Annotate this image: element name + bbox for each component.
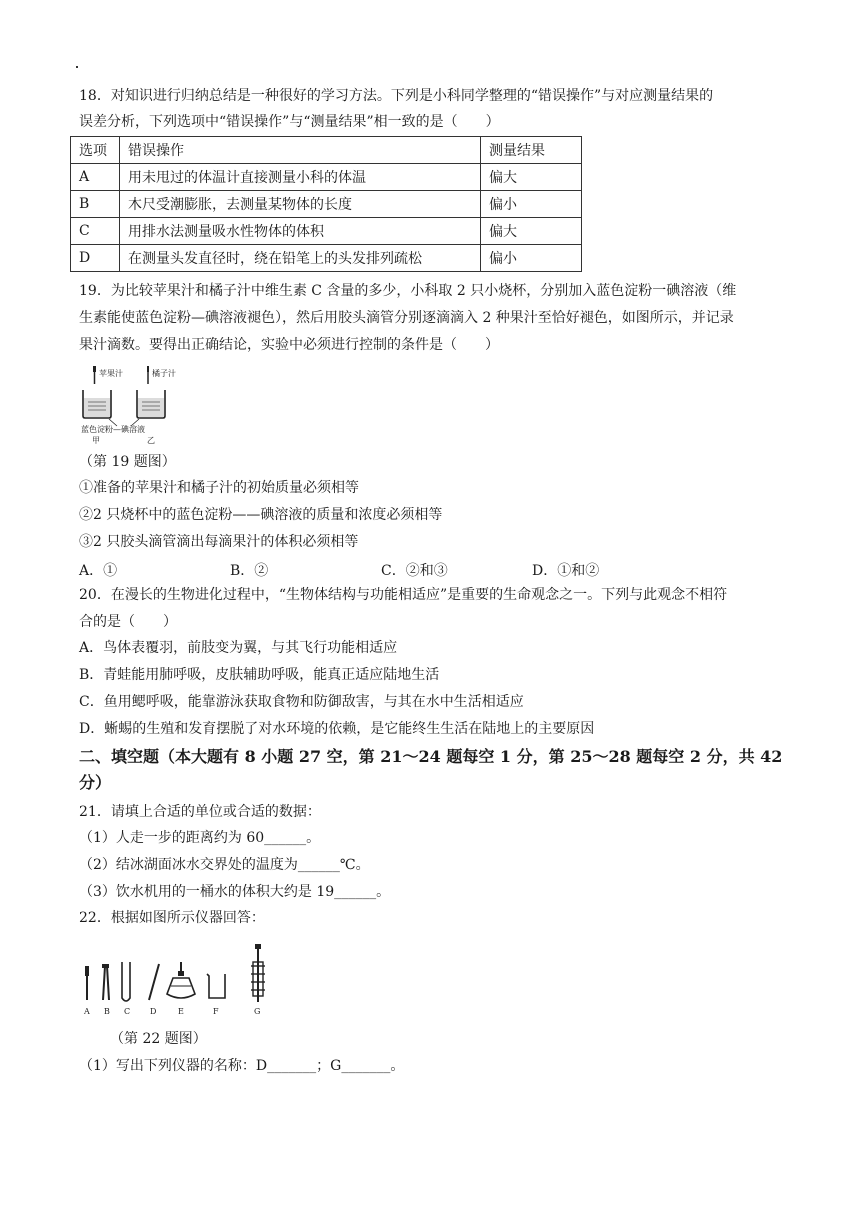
table-header-cell: 测量结果	[481, 137, 582, 164]
dropper-icon	[93, 366, 96, 384]
option-a: A．①	[79, 563, 118, 579]
figure-label: A	[84, 1007, 90, 1016]
option-d: D．①和②	[532, 563, 600, 579]
q18-line1: 18．对知识进行归纳总结是一种很好的学习方法。下列是小科同学整理的“错误操作”与对应测量结果的	[79, 88, 714, 104]
q20-option-c: C．鱼用鳃呼吸，能靠游泳获取食物和防御敌害，与其在水中生活相适应	[79, 694, 524, 710]
q20-line1: 20．在漫长的生物进化过程中，“生物体结构与功能相适应”是重要的生命观念之一。下列与此观念不相符	[79, 587, 728, 603]
q20-option-a: A．鸟体表覆羽，前肢变为翼，与其飞行功能相适应	[79, 640, 398, 656]
q21-stem: 21．请填上合适的单位或合适的数据：	[79, 804, 321, 820]
table-cell: 在测量头发直径时，绕在铅笔上的头发排列疏松	[120, 245, 481, 272]
q19-statement-2: ②2 只烧杯中的蓝色淀粉——碘溶液的质量和浓度必须相等	[79, 507, 443, 523]
option-c: C．②和③	[381, 563, 448, 579]
table-cell: D	[71, 245, 120, 272]
q19-caption: （第 19 题图）	[79, 454, 176, 470]
table-header-cell: 选项	[71, 137, 120, 164]
label-apple-juice: 苹果汁	[99, 369, 123, 378]
q19-statement-3: ③2 只胶头滴管滴出每滴果汁的体积必须相等	[79, 534, 359, 550]
table-cell: 木尺受潮膨胀，去测量某物体的长度	[120, 191, 481, 218]
q18-table	[70, 136, 582, 272]
section-title-line1: 二、填空题（本大题有 8 小题 27 空，第 21～24 题每空 1 分，第 25～28 题每空 2 分，共 42	[79, 747, 783, 766]
q20-option-b: B．青蛙能用肺呼吸，皮肤辅助呼吸，能真正适应陆地生活	[79, 667, 440, 683]
page-mark	[76, 66, 78, 68]
q21-part-2: （2）结冰湖面冰水交界处的温度为______℃。	[79, 857, 370, 873]
dropper-icon	[85, 966, 89, 1000]
table-row	[71, 245, 582, 272]
table-cell: 用排水法测量吸水性物体的体积	[120, 218, 481, 245]
q20-option-d: D．蜥蜴的生殖和发育摆脱了对水环境的依赖，是它能终生生活在陆地上的主要原因	[79, 721, 595, 737]
table-cell: 偏小	[481, 191, 582, 218]
q19-line2: 生素能使蓝色淀粉—碘溶液褪色），然后用胶头滴管分别逐滴滴入 2 种果汁至恰好褪色，如图所示，并记录	[79, 310, 734, 326]
table-cell: 偏大	[481, 218, 582, 245]
label-beaker-a: 甲	[92, 436, 100, 445]
q21-part-1: （1）人走一步的距离约为 60______。	[79, 830, 321, 846]
q19-line3: 果汁滴数。要得出正确结论，实验中必须进行控制的条件是（ ）	[79, 337, 499, 353]
q20-line2: 合的是（ ）	[79, 614, 177, 630]
spatula-icon	[149, 964, 159, 1000]
q21-part-3: （3）饮水机用的一桶水的体积大约是 19______。	[79, 884, 391, 900]
q19-figure	[79, 364, 191, 446]
table-row	[71, 164, 582, 191]
q22-figure	[79, 938, 279, 1018]
test-tube-icon	[122, 962, 130, 1001]
table-cell: C	[71, 218, 120, 245]
dropper-icon	[147, 366, 149, 384]
table-row	[71, 218, 582, 245]
figure-label: D	[150, 1007, 157, 1016]
option-b: B．②	[230, 563, 269, 579]
label-orange-juice: 橘子汁	[152, 369, 176, 378]
beaker-icon	[207, 974, 225, 998]
table-header-cell: 错误操作	[120, 137, 481, 164]
figure-label: G	[254, 1007, 261, 1016]
q22-caption: （第 22 题图）	[110, 1031, 207, 1047]
label-beaker-b: 乙	[147, 436, 155, 445]
q22-stem: 22．根据如图所示仪器回答：	[79, 910, 265, 926]
table-cell: 偏大	[481, 164, 582, 191]
alcohol-lamp-icon	[167, 962, 195, 998]
q22-part-1: （1）写出下列仪器的名称：D_______；G_______。	[79, 1058, 405, 1074]
tweezers-icon	[102, 964, 109, 1000]
figure-label: F	[213, 1007, 219, 1016]
table-row	[71, 191, 582, 218]
section-title-line2: 分）	[79, 773, 112, 792]
figure-label: C	[124, 1007, 131, 1016]
graduated-cylinder-icon	[251, 944, 265, 1002]
table-header-row	[71, 137, 582, 164]
q19-line1: 19．为比较苹果汁和橘子汁中维生素 C 含量的多少，小科取 2 只小烧杯，分别加入蓝色淀粉一碘溶液（维	[79, 283, 737, 299]
q19-statement-1: ①准备的苹果汁和橘子汁的初始质量必须相等	[79, 480, 359, 496]
figure-label: B	[104, 1007, 110, 1016]
table-cell: 用未甩过的体温计直接测量小科的体温	[120, 164, 481, 191]
table-cell: A	[71, 164, 120, 191]
figure-label: E	[178, 1007, 184, 1016]
table-cell: 偏小	[481, 245, 582, 272]
q19-options	[79, 560, 779, 580]
label-solution: 蓝色淀粉—碘溶液	[81, 425, 145, 434]
beaker-icon	[137, 390, 165, 418]
q18-line2: 误差分析，下列选项中“错误操作”与“测量结果”相一致的是（ ）	[79, 114, 500, 130]
table-cell: B	[71, 191, 120, 218]
beaker-icon	[83, 390, 111, 418]
